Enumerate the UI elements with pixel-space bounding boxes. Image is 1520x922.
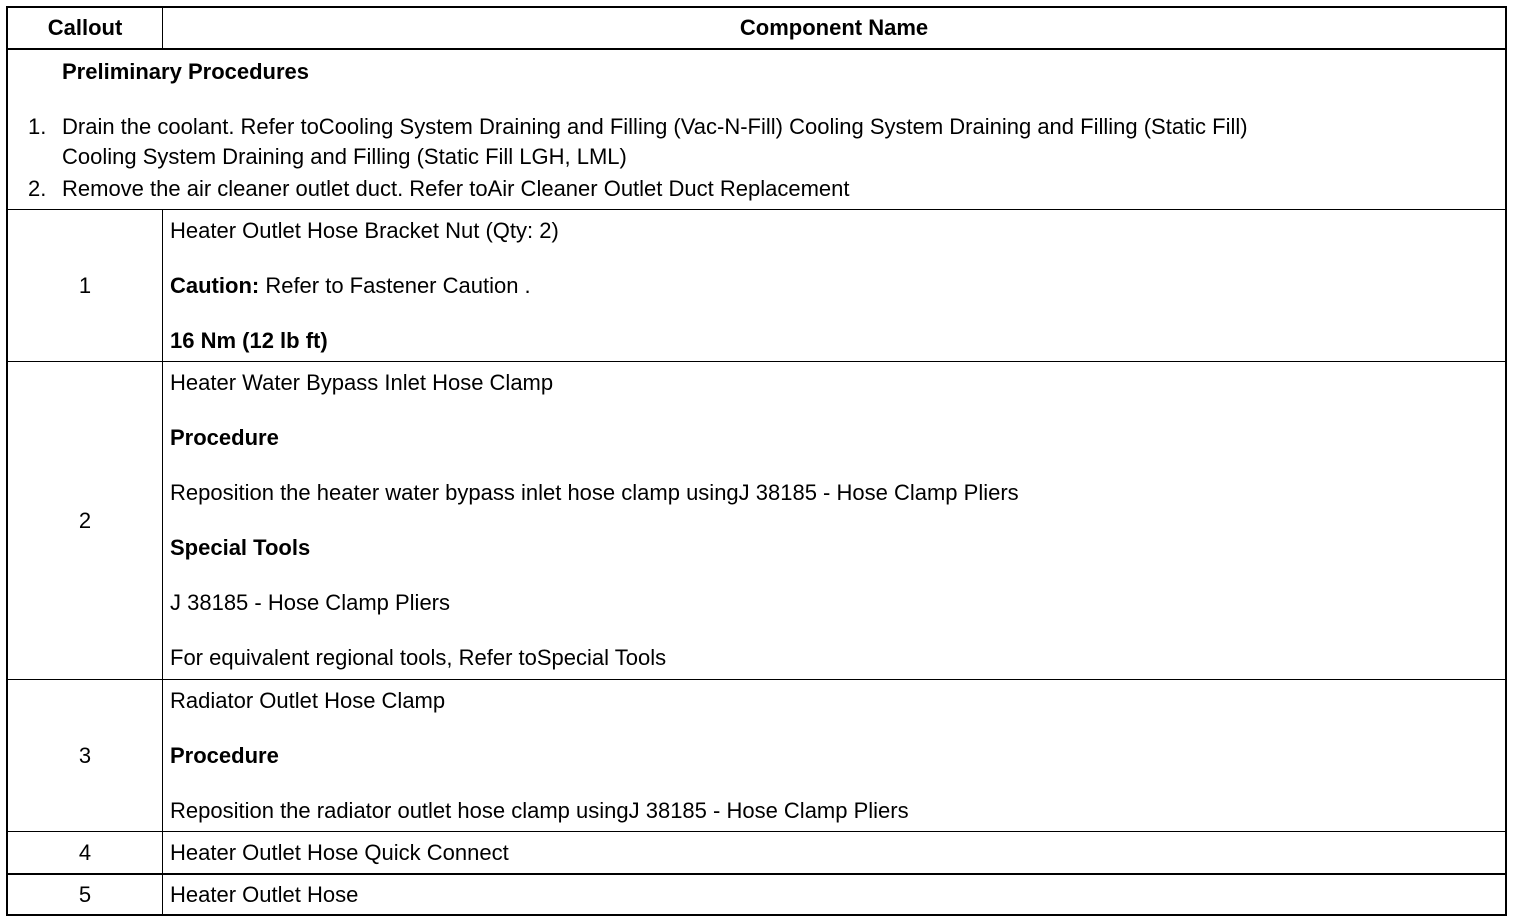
preliminary-procedures-row xyxy=(8,50,1505,210)
caution-line xyxy=(170,273,531,299)
component-name: Radiator Outlet Hose Clamp xyxy=(170,688,446,713)
table-row xyxy=(8,680,1505,832)
table-row xyxy=(8,210,1505,362)
component-cell xyxy=(163,210,1505,361)
equivalent-tools-text: For equivalent regional tools, Refer toSpecial Tools xyxy=(170,645,667,670)
component-name: Heater Outlet Hose Bracket Nut (Qty: 2) xyxy=(170,218,559,243)
preliminary-title: Preliminary Procedures xyxy=(62,59,310,84)
component-cell xyxy=(163,680,1505,831)
procedure-text: Reposition the heater water bypass inlet hose clamp usingJ 38185 - Hose Clamp Pliers xyxy=(170,480,1019,505)
callout-number: 5 xyxy=(8,875,163,914)
procedure-label: Procedure xyxy=(170,425,279,450)
step-number: 2. xyxy=(28,176,47,201)
table-row xyxy=(8,832,1505,875)
callout-number: 4 xyxy=(8,832,163,873)
step-text: Drain the coolant. Refer toCooling System Draining and Filling (Vac-N-Fill) Cooling System Draining and Filling (Static Fill) xyxy=(62,114,1248,139)
component-cell xyxy=(163,875,1505,914)
preliminary-procedures xyxy=(8,50,1505,209)
step-number: 1. xyxy=(28,114,47,139)
table-row xyxy=(8,362,1505,680)
component-table xyxy=(6,6,1507,916)
header-callout: Callout xyxy=(8,8,163,48)
special-tools-text: J 38185 - Hose Clamp Pliers xyxy=(170,590,451,615)
table-row xyxy=(8,875,1505,914)
procedure-label: Procedure xyxy=(170,743,279,768)
caution-text: Refer to Fastener Caution . xyxy=(259,273,531,298)
caution-label: Caution: xyxy=(170,273,260,298)
component-name: Heater Outlet Hose xyxy=(170,882,359,907)
step-text: Remove the air cleaner outlet duct. Refer toAir Cleaner Outlet Duct Replacement xyxy=(62,176,850,201)
callout-number: 2 xyxy=(8,362,163,679)
component-cell xyxy=(163,362,1505,679)
component-name: Heater Water Bypass Inlet Hose Clamp xyxy=(170,370,554,395)
table-header-row xyxy=(8,8,1505,50)
component-cell xyxy=(163,832,1505,873)
callout-number: 3 xyxy=(8,680,163,831)
torque-spec: 16 Nm (12 lb ft) xyxy=(170,328,328,353)
callout-number: 1 xyxy=(8,210,163,361)
header-component-name: Component Name xyxy=(739,15,929,40)
step-text-continued: Cooling System Draining and Filling (Static Fill LGH, LML) xyxy=(62,144,627,169)
component-name: Heater Outlet Hose Quick Connect xyxy=(170,840,509,865)
special-tools-label: Special Tools xyxy=(170,535,311,560)
procedure-text: Reposition the radiator outlet hose clamp usingJ 38185 - Hose Clamp Pliers xyxy=(170,798,909,823)
